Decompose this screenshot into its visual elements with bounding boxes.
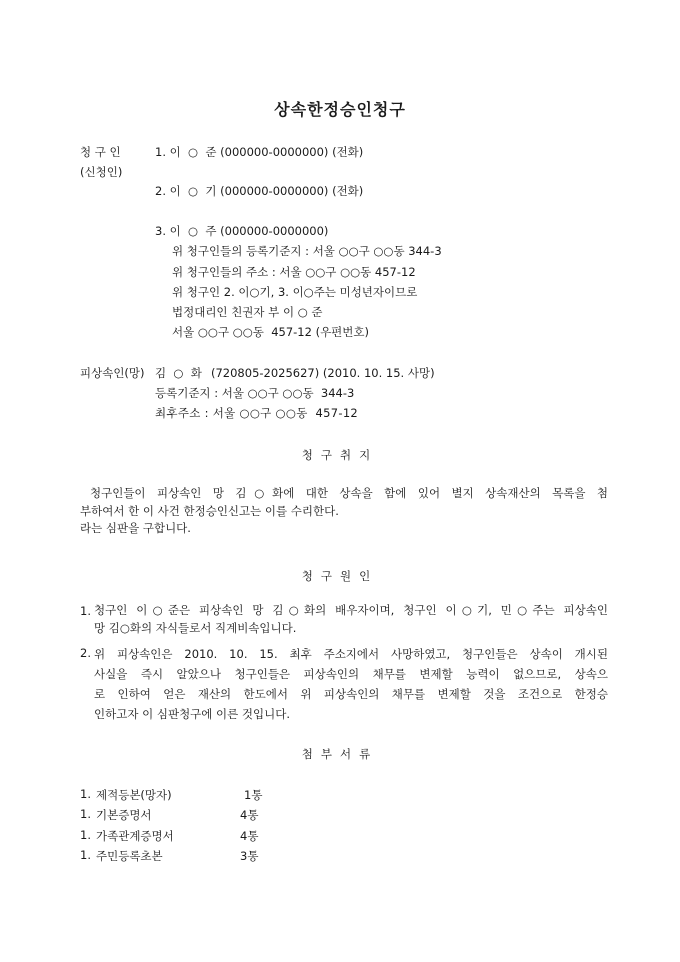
cause-heading: 청구원인 xyxy=(301,569,379,583)
cause-item-2 xyxy=(94,644,608,724)
document-title: 상속한정승인청구 xyxy=(274,100,406,119)
purpose-line-3: 라는 심판을 구합니다. xyxy=(80,521,191,535)
deceased-domicile: 등록기준지 : 서울 ○○구 ○○동 344-3 xyxy=(155,386,355,400)
claimant-sublabel: (신청인) xyxy=(80,165,123,179)
cause-item-2-line-4: 인하고자 이 심판청구에 이른 것입니다. xyxy=(94,707,291,721)
claimant-2-num: 2. xyxy=(155,184,166,198)
attachment-4-count: 3통 xyxy=(240,849,259,863)
attachment-2-num: 1. xyxy=(80,807,91,821)
claimant-1-phone: (전화) xyxy=(332,145,364,159)
claimant-2 xyxy=(155,184,363,198)
attachments-heading: 첨부서류 xyxy=(301,747,379,761)
claimant-3-id: (000000-0000000) xyxy=(220,224,329,238)
claimant-detail-minor: 위 청구인 2. 이○기, 3. 이○주는 미성년자이므로 xyxy=(172,285,418,299)
attachment-1-num: 1. xyxy=(80,787,91,801)
purpose-heading: 청구취지 xyxy=(301,448,379,462)
claimant-detail-address: 위 청구인들의 주소 : 서울 ○○구 ○○동 457-12 xyxy=(172,265,416,279)
attachment-2-name: 기본증명서 xyxy=(96,808,152,822)
attachment-2-count: 4통 xyxy=(240,808,259,822)
attachment-3-count: 4통 xyxy=(240,829,259,843)
attachment-1-count: 1통 xyxy=(244,788,263,802)
claimant-3 xyxy=(155,224,328,238)
cause-item-1-line-1: 청구인 이○준은 피상속인 망 김○화의 배우자이며, 청구인 이○기, 민○주는 피상속인 xyxy=(94,603,608,617)
attachment-3-name: 가족관계증명서 xyxy=(96,829,174,843)
purpose-line-2: 부하여서 한 이 사건 한정승인신고는 이를 수리한다. xyxy=(80,503,339,518)
claimant-2-name: 이 ○ 기 xyxy=(169,184,217,198)
cause-item-2-num: 2. xyxy=(80,646,91,660)
deceased-label: 피상속인(망) xyxy=(80,366,145,380)
attachment-4-name: 주민등록초본 xyxy=(96,849,163,863)
claimant-3-name: 이 ○ 주 xyxy=(169,224,217,238)
purpose-line-1: 청구인들이 피상속인 망 김○화에 대한 상속을 함에 있어 별지 상속재산의 목록을 첨 xyxy=(90,486,608,500)
cause-item-2-line-1: 위 피상속인은 2010. 10. 15. 최후 주소지에서 사망하였고, 청구인들은 상속이 개시된 xyxy=(94,647,608,661)
cause-item-2-line-2: 사실을 즉시 알았으나 청구인들은 피상속인의 채무를 변제할 능력이 없으므로, 상속으 xyxy=(94,667,608,681)
cause-item-1-num: 1. xyxy=(80,604,91,618)
cause-item-2-line-3: 로 인하여 얻은 재산의 한도에서 위 피상속인의 채무를 변제할 것을 조건으로 한정승 xyxy=(94,687,608,701)
claimant-label: 청 구 인 xyxy=(80,145,121,159)
claimant-3-num: 3. xyxy=(155,224,166,238)
claimant-1-num: 1. xyxy=(155,145,166,159)
claimant-detail-domicile: 위 청구인들의 등록기준지 : 서울 ○○구 ○○동 344-3 xyxy=(172,244,442,258)
claimant-1-id: (000000-0000000) xyxy=(220,145,329,159)
claimant-1-name: 이 ○ 준 xyxy=(169,145,217,159)
claimant-2-phone: (전화) xyxy=(332,184,364,198)
cause-item-1 xyxy=(94,602,608,637)
attachment-1-name: 제적등본(망자) xyxy=(96,788,172,802)
attachment-4-num: 1. xyxy=(80,848,91,862)
claimant-2-id: (000000-0000000) xyxy=(220,184,329,198)
deceased-name: 김 ○ 화 xyxy=(155,366,202,380)
deceased-info: (720805-2025627) (2010. 10. 15. 사망) xyxy=(211,366,435,380)
cause-item-1-line-2: 망 김○화의 자식들로서 직계비속입니다. xyxy=(94,620,297,635)
claimant-detail-guardian: 법정대리인 친권자 부 이 ○ 준 xyxy=(172,305,323,319)
claimant-1 xyxy=(155,145,363,159)
claimant-detail-guardian-address: 서울 ○○구 ○○동 457-12 (우편번호) xyxy=(172,325,369,339)
attachment-3-num: 1. xyxy=(80,828,91,842)
purpose-body xyxy=(80,485,608,538)
deceased-last-address: 최후주소 : 서울 ○○구 ○○동 457-12 xyxy=(155,406,359,420)
